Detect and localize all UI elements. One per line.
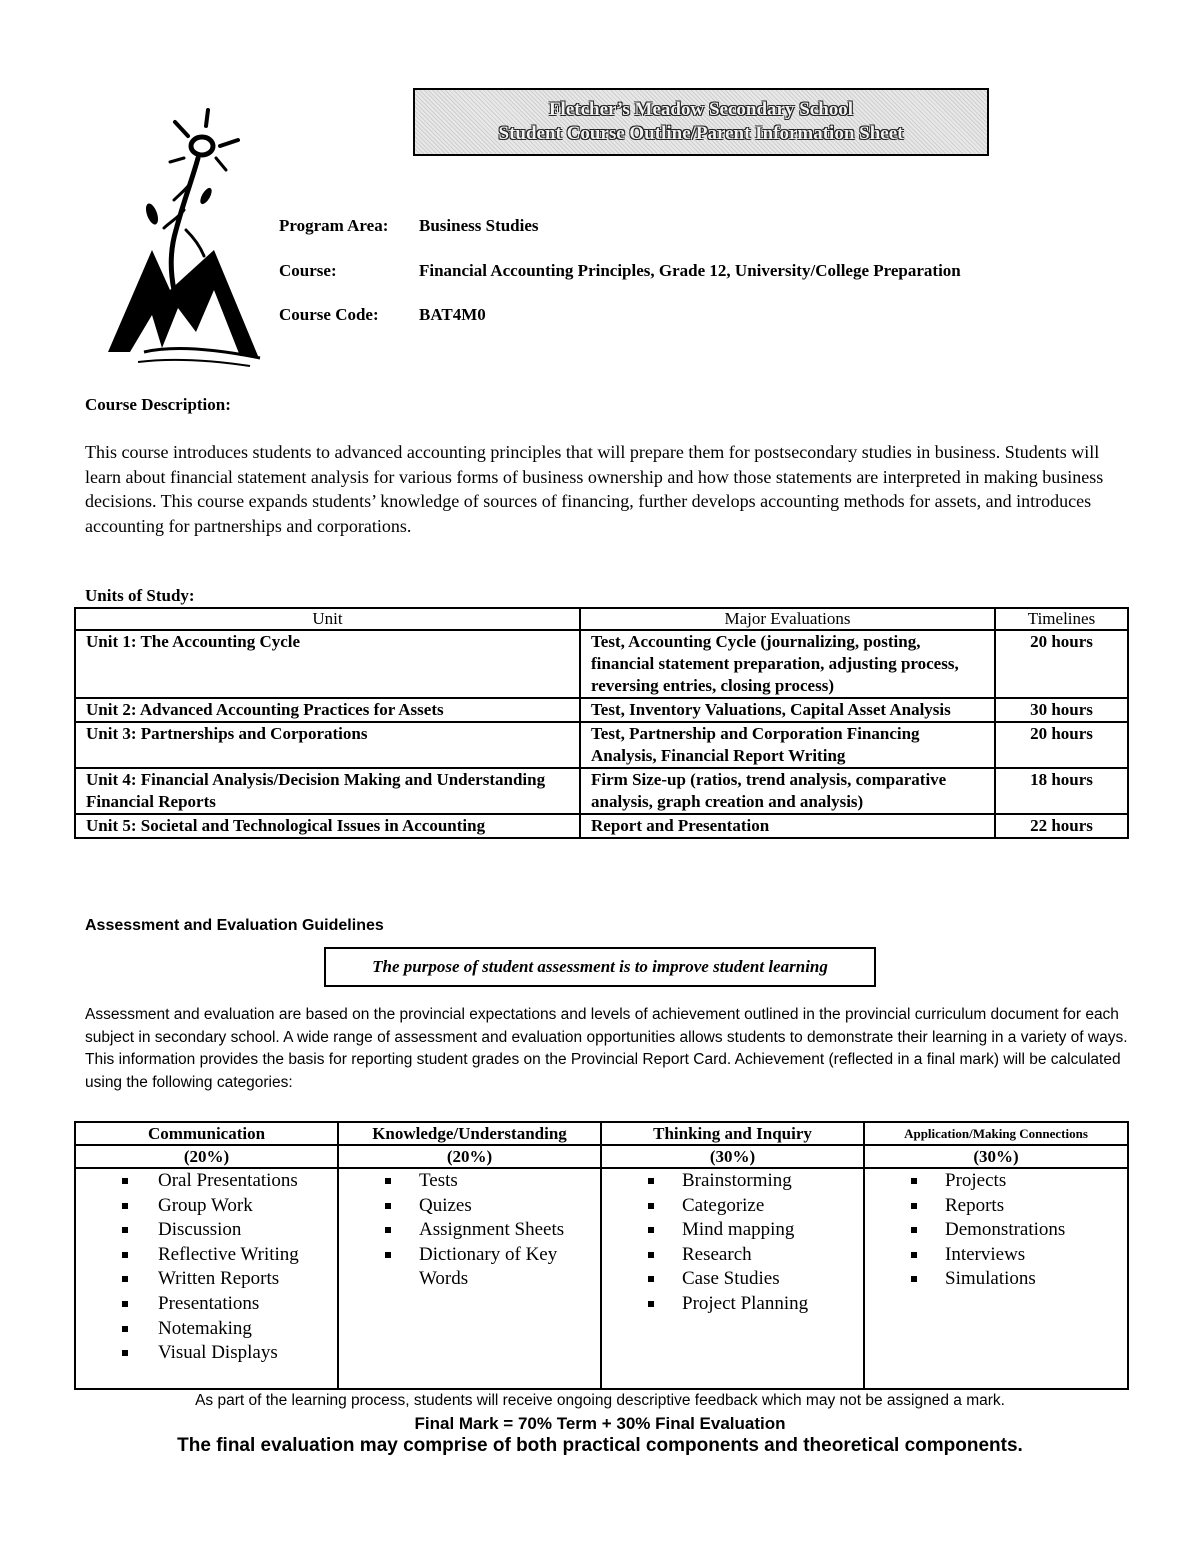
list-item: Project Planning	[602, 1292, 863, 1317]
course-code-value: BAT4M0	[419, 305, 486, 324]
list-item: Written Reports	[76, 1267, 337, 1292]
category-weight: (30%)	[601, 1145, 864, 1168]
unit-cell: Unit 2: Advanced Accounting Practices for Assets	[75, 698, 580, 722]
list-item: Reports	[865, 1194, 1127, 1219]
final-mark-formula: Final Mark = 70% Term + 30% Final Evaluation	[414, 1414, 786, 1433]
table-row	[75, 814, 1128, 838]
course-description-heading: Course Description:	[85, 395, 231, 414]
assessment-paragraph: Assessment and evaluation are based on the provincial expectations and levels of achievement outlined in the provincial curriculum document for each subject in secondary school. A wide range of assessment and evaluation opportunities allows students to demonstrate their learning in a variety of ways. This information provides the basis for reporting student grades on the Provincial Report Card. Achievement (reflected in a final mark) will be calculated using the following categories:	[85, 1006, 1128, 1091]
category-header: Communication	[75, 1122, 338, 1145]
category-weight: (30%)	[864, 1145, 1128, 1168]
timeline-cell: 30 hours	[995, 698, 1128, 722]
timeline-cell: 22 hours	[995, 814, 1128, 838]
list-item: Mind mapping	[602, 1218, 863, 1243]
timeline-cell: 20 hours	[995, 630, 1128, 698]
timeline-column-header: Timelines	[995, 608, 1128, 630]
list-item: Group Work	[76, 1194, 337, 1219]
table-row	[75, 722, 1128, 768]
category-items-cell	[338, 1168, 601, 1389]
category-header: Application/Making Connections	[864, 1122, 1128, 1145]
unit-cell: Unit 4: Financial Analysis/Decision Making and Understanding Financial Reports	[75, 768, 580, 814]
category-items-cell	[601, 1168, 864, 1389]
categories-table	[74, 1121, 1129, 1390]
units-table	[74, 607, 1129, 839]
units-header-row	[75, 608, 1128, 630]
table-row	[75, 630, 1128, 698]
evaluation-column-header: Major Evaluations	[580, 608, 995, 630]
category-items-cell	[864, 1168, 1128, 1389]
list-item: Categorize	[602, 1194, 863, 1219]
categories-header-row	[75, 1122, 1128, 1145]
list-item: Presentations	[76, 1292, 337, 1317]
purpose-statement-box	[324, 947, 876, 987]
school-header-box	[413, 88, 989, 156]
list-item: Simulations	[865, 1267, 1127, 1292]
purpose-statement: The purpose of student assessment is to improve student learning	[372, 957, 828, 976]
unit-cell: Unit 5: Societal and Technological Issues in Accounting	[75, 814, 580, 838]
evaluation-cell: Test, Inventory Valuations, Capital Asset Analysis	[580, 698, 995, 722]
list-item: Interviews	[865, 1243, 1127, 1268]
thinking-list	[602, 1169, 863, 1317]
list-item: Research	[602, 1243, 863, 1268]
list-item: Discussion	[76, 1218, 337, 1243]
sheet-title: Student Course Outline/Parent Information Sheet	[498, 123, 904, 144]
timeline-cell: 20 hours	[995, 722, 1128, 768]
timeline-cell: 18 hours	[995, 768, 1128, 814]
evaluation-cell: Test, Accounting Cycle (journalizing, posting, financial statement preparation, adjusting process, reversing entries, closing process)	[580, 630, 995, 698]
list-item: Tests	[339, 1169, 600, 1194]
program-area-label: Program Area:	[279, 216, 389, 235]
list-item: Assignment Sheets	[339, 1218, 600, 1243]
category-header: Knowledge/Understanding	[338, 1122, 601, 1145]
list-item: Projects	[865, 1169, 1127, 1194]
list-item: Quizes	[339, 1194, 600, 1219]
list-item: Demonstrations	[865, 1218, 1127, 1243]
knowledge-list	[339, 1169, 600, 1292]
category-items-cell	[75, 1168, 338, 1389]
list-item: Visual Displays	[76, 1341, 337, 1366]
course-label: Course:	[279, 261, 337, 280]
communication-list	[76, 1169, 337, 1366]
evaluation-cell: Report and Presentation	[580, 814, 995, 838]
evaluation-cell: Test, Partnership and Corporation Financing Analysis, Financial Report Writing	[580, 722, 995, 768]
list-item: Oral Presentations	[76, 1169, 337, 1194]
category-weight: (20%)	[75, 1145, 338, 1168]
list-item: Case Studies	[602, 1267, 863, 1292]
list-item: Reflective Writing	[76, 1243, 337, 1268]
program-area-value: Business Studies	[419, 216, 539, 235]
items-row	[75, 1168, 1128, 1389]
evaluation-cell: Firm Size-up (ratios, trend analysis, comparative analysis, graph creation and analysis)	[580, 768, 995, 814]
list-item: Notemaking	[76, 1317, 337, 1342]
school-logo-icon	[100, 100, 270, 370]
list-item: Dictionary of Key Words	[339, 1243, 600, 1292]
final-evaluation-note: The final evaluation may comprise of both practical components and theoretical components.	[177, 1435, 1023, 1456]
course-value: Financial Accounting Principles, Grade 12, University/College Preparation	[419, 261, 961, 280]
category-weight: (20%)	[338, 1145, 601, 1168]
units-heading: Units of Study:	[85, 586, 195, 605]
unit-cell: Unit 1: The Accounting Cycle	[75, 630, 580, 698]
feedback-note: As part of the learning process, students will receive ongoing descriptive feedback which may not be assigned a mark.	[195, 1392, 1005, 1409]
table-row	[75, 768, 1128, 814]
category-header: Thinking and Inquiry	[601, 1122, 864, 1145]
school-name: Fletcher’s Meadow Secondary School	[548, 99, 854, 120]
unit-column-header: Unit	[75, 608, 580, 630]
assessment-heading: Assessment and Evaluation Guidelines	[85, 917, 384, 934]
course-description-text: This course introduces students to advanced accounting principles that will prepare them for postsecondary studies in business. Students will learn about financial statement analysis for various forms of business ownership and how those statements are interpreted in making business decisions. This course expands students’ knowledge of sources of financing, further develops accounting methods for assets, and introduces accounting for partnerships and corporations.	[85, 442, 1104, 536]
application-list	[865, 1169, 1127, 1292]
list-item: Brainstorming	[602, 1169, 863, 1194]
course-code-label: Course Code:	[279, 305, 379, 324]
weights-row	[75, 1145, 1128, 1168]
table-row	[75, 698, 1128, 722]
unit-cell: Unit 3: Partnerships and Corporations	[75, 722, 580, 768]
